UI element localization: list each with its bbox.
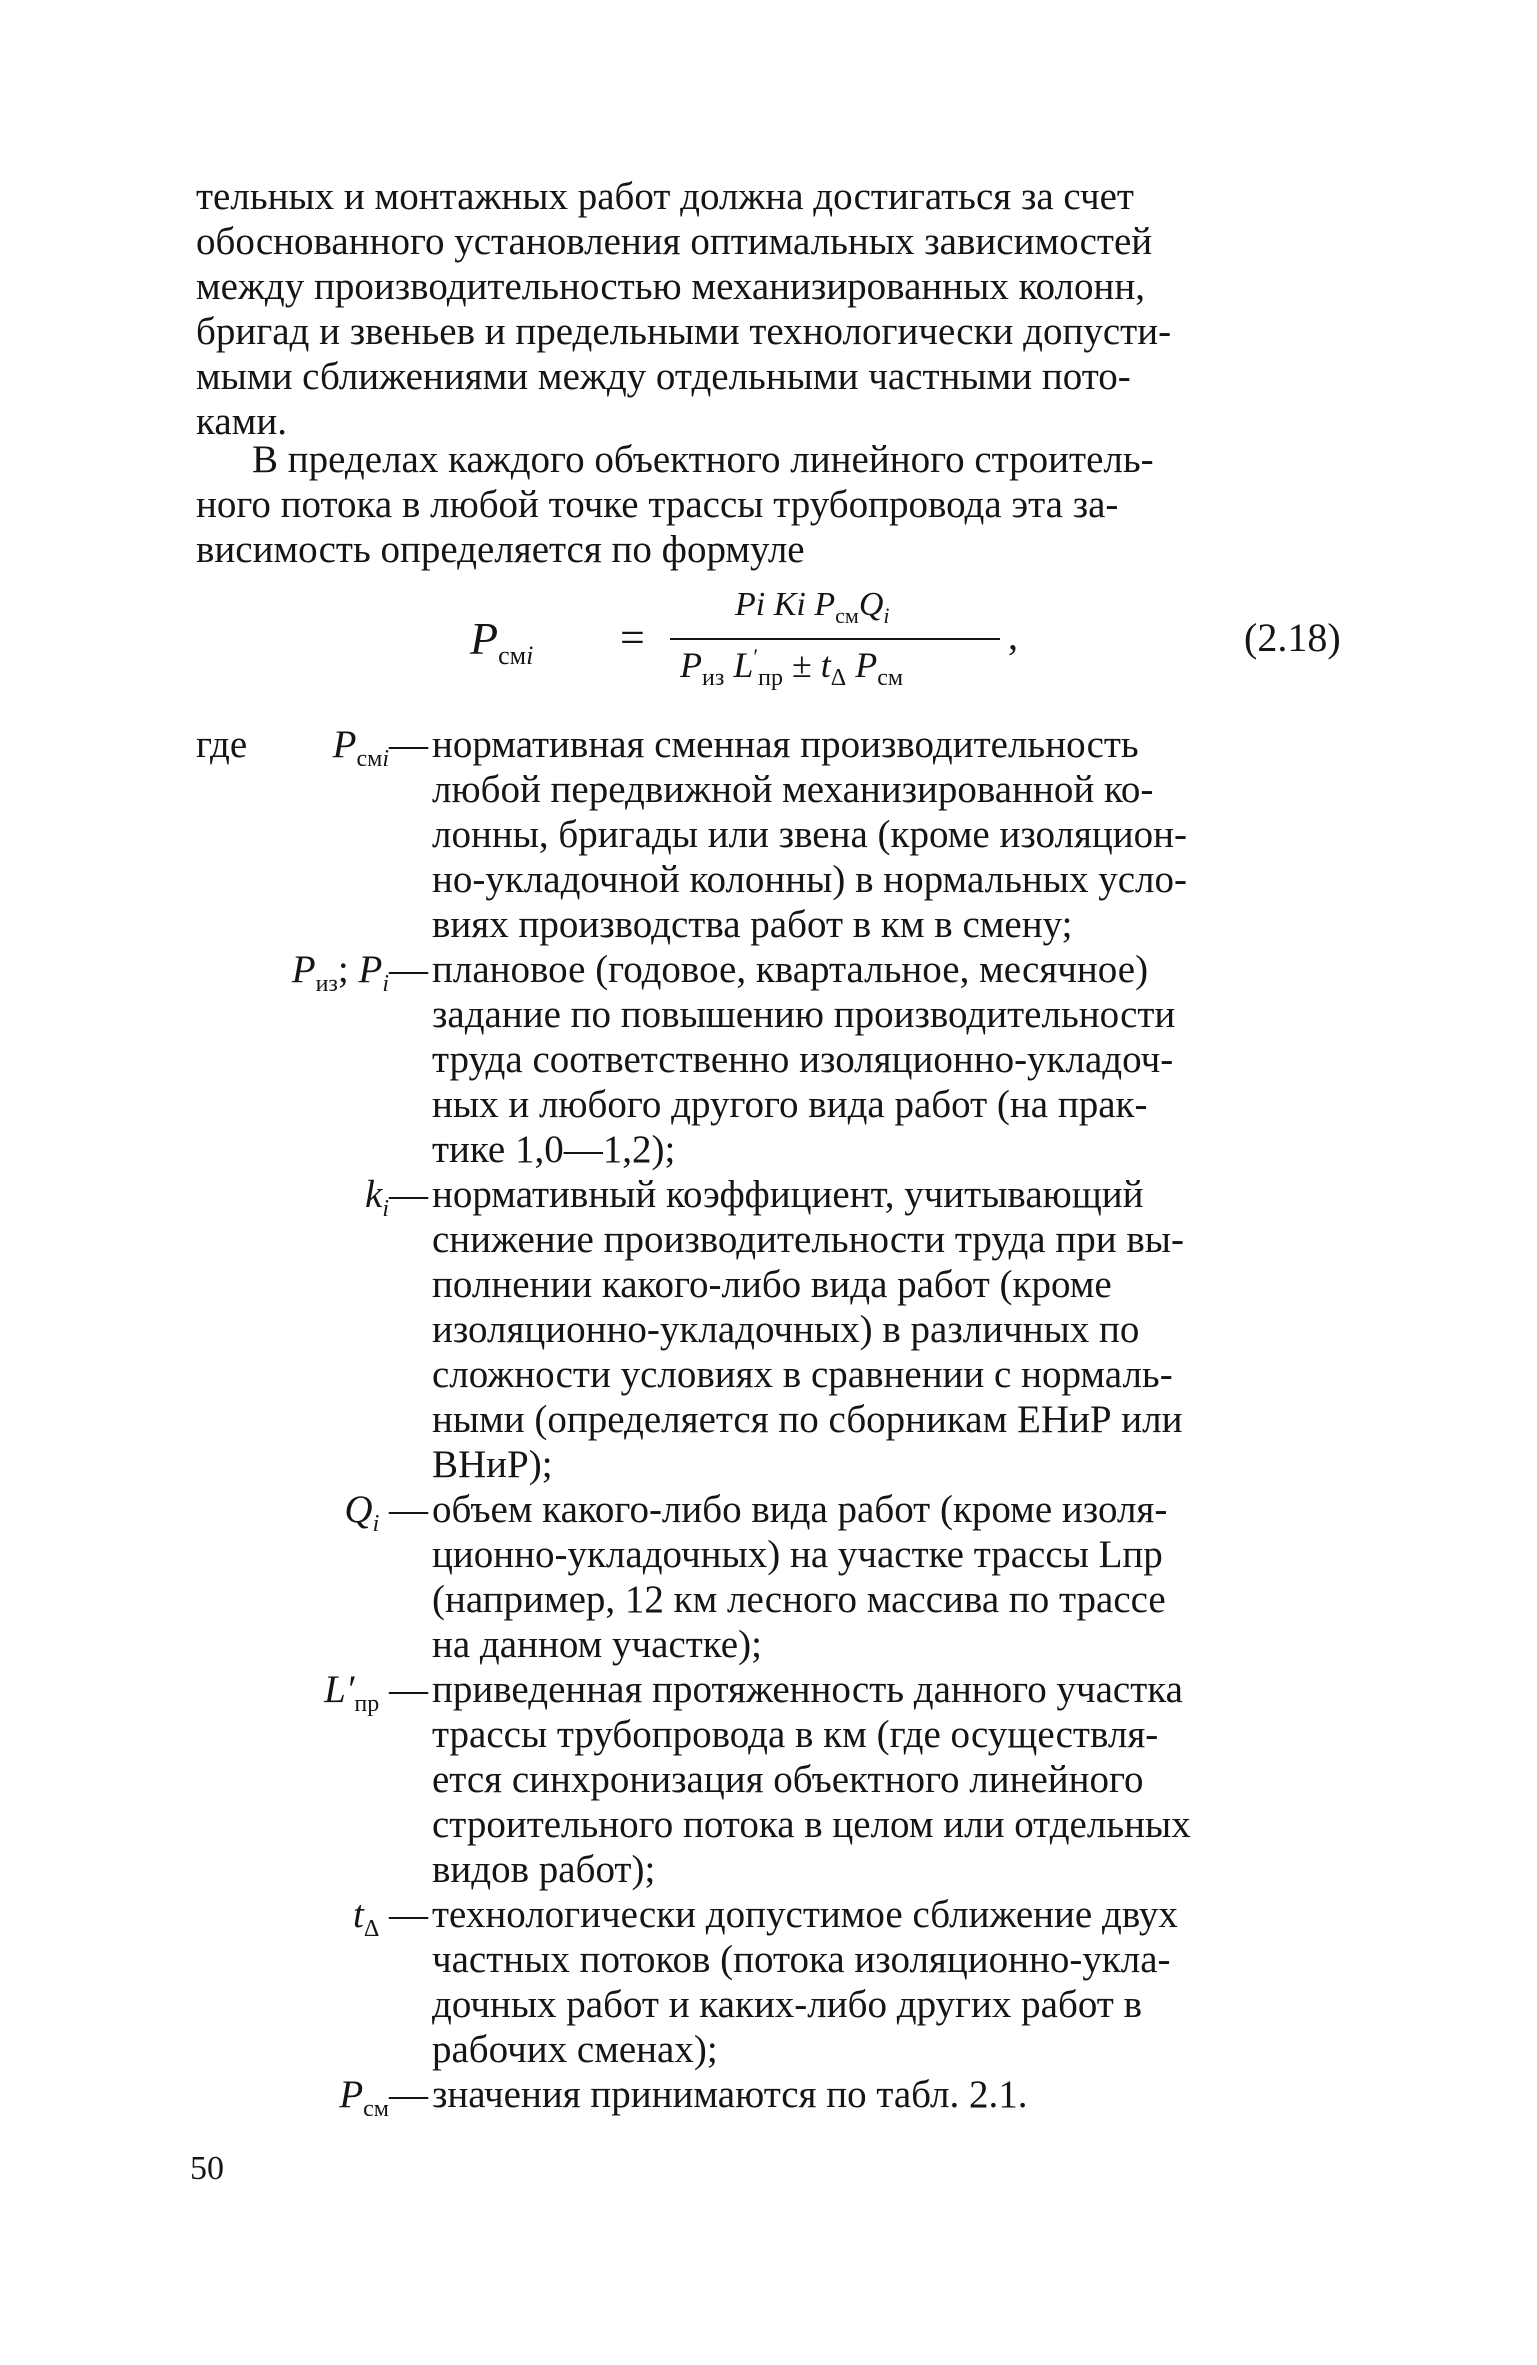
text-line: ционно-укладочных) на участке трассы Lпр — [432, 1533, 1163, 1576]
definition-text — [432, 947, 1338, 1172]
text-line: строительного потока в целом или отдельных — [432, 1803, 1191, 1846]
text-line: ных и любого другого вида работ (на прак- — [432, 1083, 1148, 1126]
definition-text — [432, 1172, 1338, 1487]
text-line: ВНиР); — [432, 1443, 553, 1486]
definition-symbol — [196, 1172, 428, 1232]
definition-item — [196, 1892, 1356, 2072]
definition-text — [432, 1892, 1338, 2072]
text-line: ками. — [196, 400, 287, 443]
sym-sub: см — [356, 745, 383, 772]
text-line: видов работ); — [432, 1848, 656, 1891]
text-line: ными (определяется по сборникам ЕНиР или — [432, 1398, 1183, 1441]
sym-main: k — [365, 1173, 383, 1216]
sym-main: P — [291, 948, 316, 991]
num-tail: Q — [858, 586, 884, 623]
formula-numerator — [735, 586, 890, 629]
sym-main: P — [332, 723, 357, 766]
sym-dash: — — [389, 948, 428, 991]
text-line: виях производства работ в км в смену; — [432, 903, 1073, 946]
text-line: задание по повышению производительности — [432, 993, 1176, 1036]
sym-dash: — — [379, 1488, 428, 1531]
sym-main-2: P — [358, 948, 383, 991]
text-line: ется синхронизация объектного линейного — [432, 1758, 1144, 1801]
definition-item — [196, 2072, 1356, 2122]
definition-item — [196, 1172, 1356, 1487]
num-tail-sub: i — [883, 602, 890, 628]
paragraph-1 — [196, 174, 1338, 444]
text-line: рабочих сменах); — [432, 2028, 718, 2071]
sym-main: Q — [344, 1488, 373, 1531]
sym-sub: см — [363, 2095, 389, 2122]
text-line: нормативный коэффициент, учитывающий — [432, 1173, 1144, 1216]
text-line: тельных и монтажных работ должна достигаться за счет — [196, 175, 1134, 218]
num-rest: i K — [755, 586, 797, 623]
text-line: технологически допустимое сближение двух — [432, 1893, 1178, 1936]
definition-symbol — [196, 1667, 428, 1727]
sym-sub: i — [372, 1510, 380, 1537]
paragraph-2 — [196, 437, 1338, 572]
definition-text — [432, 722, 1338, 947]
definition-item — [196, 722, 1356, 947]
sym-dash: — — [389, 723, 428, 766]
definition-symbol — [196, 1892, 428, 1952]
text-line: лонны, бригады или звена (кроме изоляцион- — [432, 813, 1187, 856]
formula-lhs — [470, 612, 533, 671]
den-l: L — [733, 645, 754, 685]
fraction-bar — [670, 638, 1000, 640]
text-line: висимость определяется по формуле — [196, 528, 805, 571]
den-p: P — [680, 645, 702, 685]
definitions-list — [196, 722, 1356, 2122]
text-line: нормативная сменная производительность — [432, 723, 1139, 766]
sym-dash: — — [379, 1668, 428, 1711]
text-line: труда соответственно изоляционно-укладоч- — [432, 1038, 1174, 1081]
text-line: плановое (годовое, квартальное, месячное) — [432, 948, 1149, 991]
den-p-sub: из — [702, 665, 725, 692]
definition-item — [196, 947, 1356, 1172]
definition-symbol — [196, 947, 428, 1007]
sym-main: L′ — [324, 1668, 355, 1711]
sym-sub-2: i — [382, 970, 389, 997]
definition-symbol — [196, 1487, 428, 1547]
formula-lhs-sub: см — [498, 641, 527, 671]
definition-item — [196, 1487, 1356, 1667]
definition-text — [432, 1667, 1338, 1892]
text-line: объем какого-либо вида работ (кроме изоля- — [432, 1488, 1168, 1531]
text-line: ного потока в любой точке трассы трубопровода эта за- — [196, 483, 1119, 526]
definitions-lead: где — [196, 723, 248, 766]
definition-text — [432, 2072, 1338, 2117]
sym-main: t — [352, 1893, 364, 1936]
text-line: любой передвижной механизированной ко- — [432, 768, 1154, 811]
text-line: приведенная протяженность данного участка — [432, 1668, 1183, 1711]
sym-dash: — — [379, 1893, 428, 1936]
sym-dash: — — [389, 2073, 428, 2116]
formula-equals: = — [620, 613, 645, 662]
definition-text — [432, 1487, 1338, 1667]
text-line: частных потоков (потока изоляционно-укла- — [432, 1938, 1171, 1981]
sym-main: P — [339, 2073, 364, 2116]
text-line: бригад и звеньев и предельными технологически допусти- — [196, 310, 1172, 353]
sym-dash: — — [389, 1173, 428, 1216]
text-line: но-укладочной колонны) в нормальных усло- — [432, 858, 1187, 901]
text-line: на данном участке); — [432, 1623, 762, 1666]
text-line: тике 1,0—1,2); — [432, 1128, 676, 1171]
text-line: сложности условиях в сравнении с нормаль- — [432, 1353, 1173, 1396]
text-line: В пределах каждого объектного линейного строитель- — [252, 438, 1154, 481]
sym-sub-i: i — [382, 745, 389, 772]
den-l-sub: пр — [758, 665, 784, 692]
text-line: полнении какого-либо вида работ (кроме — [432, 1263, 1112, 1306]
text-line: между производительностью механизированных колонн, — [196, 265, 1145, 308]
text-line: изоляционно-укладочных) в различных по — [432, 1308, 1140, 1351]
den-l-prime: ′ — [753, 644, 759, 669]
text-line: обоснованного установления оптимальных зависимостей — [196, 220, 1153, 263]
sym-sub: i — [382, 1195, 389, 1222]
formula-denominator — [680, 644, 903, 692]
den-t: t — [820, 645, 831, 685]
text-line: мыми сближениями между отдельными частными пото- — [196, 355, 1131, 398]
den-p2: P — [846, 645, 878, 685]
page-number: 50 — [190, 2150, 224, 2187]
den-t-sub: Δ — [830, 665, 847, 692]
text-line: значения принимаются по табл. 2.1. — [432, 2073, 1028, 2116]
num-sub: см — [835, 602, 859, 628]
definition-symbol — [196, 722, 428, 782]
formula-comma: , — [1008, 613, 1018, 658]
sym-separator: ; — [337, 948, 359, 991]
den-plusminus: ± — [783, 645, 821, 685]
definition-item — [196, 1667, 1356, 1892]
den-p2-sub: см — [877, 665, 904, 692]
text-line: снижение производительности труда при вы- — [432, 1218, 1184, 1261]
sym-sub: Δ — [363, 1915, 380, 1942]
sym-sub: из — [315, 970, 338, 997]
formula-lhs-sub-i: i — [526, 641, 534, 671]
text-line: (например, 12 км лесного массива по трассе — [432, 1578, 1166, 1621]
num-rest2: i P — [796, 586, 836, 623]
formula-lhs-symbol: P — [470, 613, 499, 664]
text-line: трассы трубопровода в км (где осуществля- — [432, 1713, 1159, 1756]
num-p: P — [735, 586, 756, 623]
text-line: дочных работ и каких-либо других работ в — [432, 1983, 1143, 2026]
sym-sub: пр — [354, 1690, 380, 1717]
formula-2-18 — [0, 586, 1537, 696]
definition-symbol — [196, 2072, 428, 2132]
equation-number: (2.18) — [1244, 615, 1341, 660]
